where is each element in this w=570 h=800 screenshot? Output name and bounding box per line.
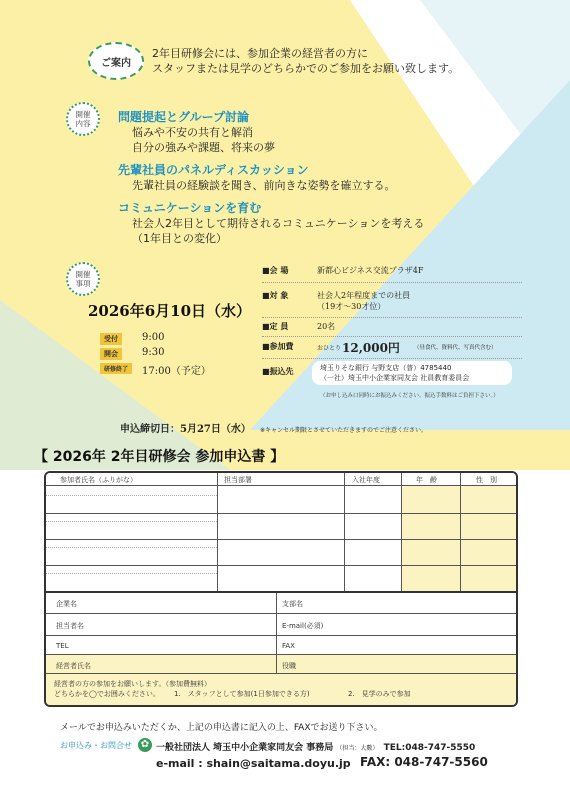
schedule <box>100 332 260 377</box>
info-label: ■振込先 <box>262 367 294 376</box>
content-item-line: 社会人2年目として期待されるコミュニケーションを考える <box>132 217 425 230</box>
footer-fax: FAX: 048-747-5560 <box>360 755 488 769</box>
field-contact[interactable]: 担当者名 <box>56 622 84 630</box>
schedule-time: 17:00（予定） <box>142 366 211 377</box>
event-info <box>262 265 527 400</box>
info-fee-note: （昼食代、資料代、写真代含む） <box>414 345 497 351</box>
announcement-line: スタッフまたは見学のどちらかでのご参加をお願い致します。 <box>152 62 460 75</box>
application-form <box>44 471 518 707</box>
form-title: 【 2026年 2年目研修会 参加申込書 】 <box>34 449 285 465</box>
deadline-text: 申込締切日：5月27日（水） <box>120 424 251 435</box>
footer-org <box>156 740 475 753</box>
event-tag-line: 開催 <box>75 270 91 279</box>
info-value: 社会人2年程度までの社員 <box>317 291 411 300</box>
header-name: 参加者氏名（ふりがな） <box>60 476 137 484</box>
clover-logo-icon: ✿ <box>138 738 152 752</box>
content-list <box>118 108 538 246</box>
content-item-title: コミュニケーションを育む <box>118 201 262 215</box>
field-company[interactable]: 企業名 <box>56 600 77 608</box>
transfer-note: （お申し込み口同時にお振込みください。振込手数料はご負担下さい。） <box>320 393 499 399</box>
field-title[interactable]: 役職 <box>282 662 296 670</box>
deadline <box>120 417 540 436</box>
field-ceo-name[interactable]: 経営者氏名 <box>56 662 91 670</box>
schedule-row <box>100 362 260 377</box>
participation-note2: どちらかを◯でお囲みください。 <box>54 690 160 698</box>
content-item-line: （1年目との変化） <box>132 232 227 245</box>
header-gender: 性 別 <box>476 476 497 484</box>
content-item-line: 自分の強みや課題、将来の夢 <box>132 141 275 154</box>
footer-email[interactable]: e-mail : shain@saitama.doyu.jp <box>156 757 351 770</box>
field-branch[interactable]: 支部名 <box>282 600 303 608</box>
deadline-note: ※キャンセル期限とさせていただきますのでご注意ください。 <box>259 427 427 434</box>
footer-instruction: メールでお申込みいただくか、上記の申込書に記入の上、FAXでお送り下さい。 <box>60 723 383 733</box>
info-label: ■定 員 <box>262 322 289 331</box>
info-label: ■対 象 <box>262 291 289 300</box>
info-fee-prefix: おひとり <box>317 345 342 352</box>
bank-box <box>312 361 512 385</box>
schedule-label: 開会 <box>100 348 122 360</box>
content-item-line: 先輩社員の経験談を聞き、前向きな姿勢を確立する。 <box>132 179 396 192</box>
info-sub: （19才〜30才位） <box>317 302 386 311</box>
info-fee-value: 12,000円 <box>342 341 400 355</box>
footer-org-name: 一般社団法人 埼玉中小企業家同友会 事務局 <box>156 743 334 753</box>
footer-contact-label: お申込み・お問合せ <box>60 741 132 750</box>
footer-person: （担当：大數） <box>336 745 379 752</box>
participation-option1[interactable]: 1. スタッフとして参加(1日参加できる方) <box>174 690 310 698</box>
info-value: 20名 <box>317 322 336 331</box>
info-label: ■参加費 <box>262 342 294 351</box>
header-dept: 担当部署 <box>224 476 252 484</box>
content-item-line: 悩みや不安の共有と解消 <box>132 126 253 139</box>
participation-note1: 経営者の方の参加をお願いします。（参加費無料） <box>54 680 211 688</box>
content-item-title: 問題提起とグループ討論 <box>118 110 250 124</box>
schedule-label: 研修終了 <box>100 363 132 374</box>
schedule-label: 受付 <box>100 333 122 345</box>
footer-tel: TEL:048-747-5550 <box>383 743 476 753</box>
info-row-fee <box>262 341 527 355</box>
participation-option2[interactable]: 2. 見学のみで参加 <box>348 690 411 698</box>
header-age: 年 齢 <box>416 476 437 484</box>
content-tag-line: 内容 <box>75 119 91 128</box>
event-date: 2026年6月10日（水） <box>88 302 252 320</box>
event-tag-line: 事項 <box>75 279 91 288</box>
schedule-row <box>100 347 260 362</box>
content-item-title: 先輩社員のパネルディスカッション <box>118 163 309 177</box>
content-tag <box>66 102 100 136</box>
info-value: 新都心ビジネス交流プラザ4F <box>317 266 424 275</box>
info-label: ■会 場 <box>262 266 289 275</box>
field-email[interactable]: E-mail(必須) <box>282 622 324 630</box>
announcement-badge <box>88 42 144 80</box>
announcement-line: 2年目研修会には、参加企業の経営者の方に <box>152 47 368 60</box>
field-tel[interactable]: TEL <box>56 642 69 650</box>
bank-line: （一社）埼玉中小企業家同友会 社員教育委員会 <box>320 374 470 382</box>
header-year: 入社年度 <box>352 476 380 484</box>
bank-line: 埼玉りそな銀行 与野支店（普）4785440 <box>320 364 452 372</box>
schedule-time: 9:00 <box>142 332 165 343</box>
schedule-time: 9:30 <box>142 347 165 358</box>
schedule-row <box>100 332 260 347</box>
content-tag-line: 開催 <box>75 110 91 119</box>
announcement-text <box>152 46 532 76</box>
field-fax[interactable]: FAX <box>282 642 295 650</box>
announcement-badge-label: ご案内 <box>101 57 131 69</box>
event-tag <box>66 262 100 296</box>
